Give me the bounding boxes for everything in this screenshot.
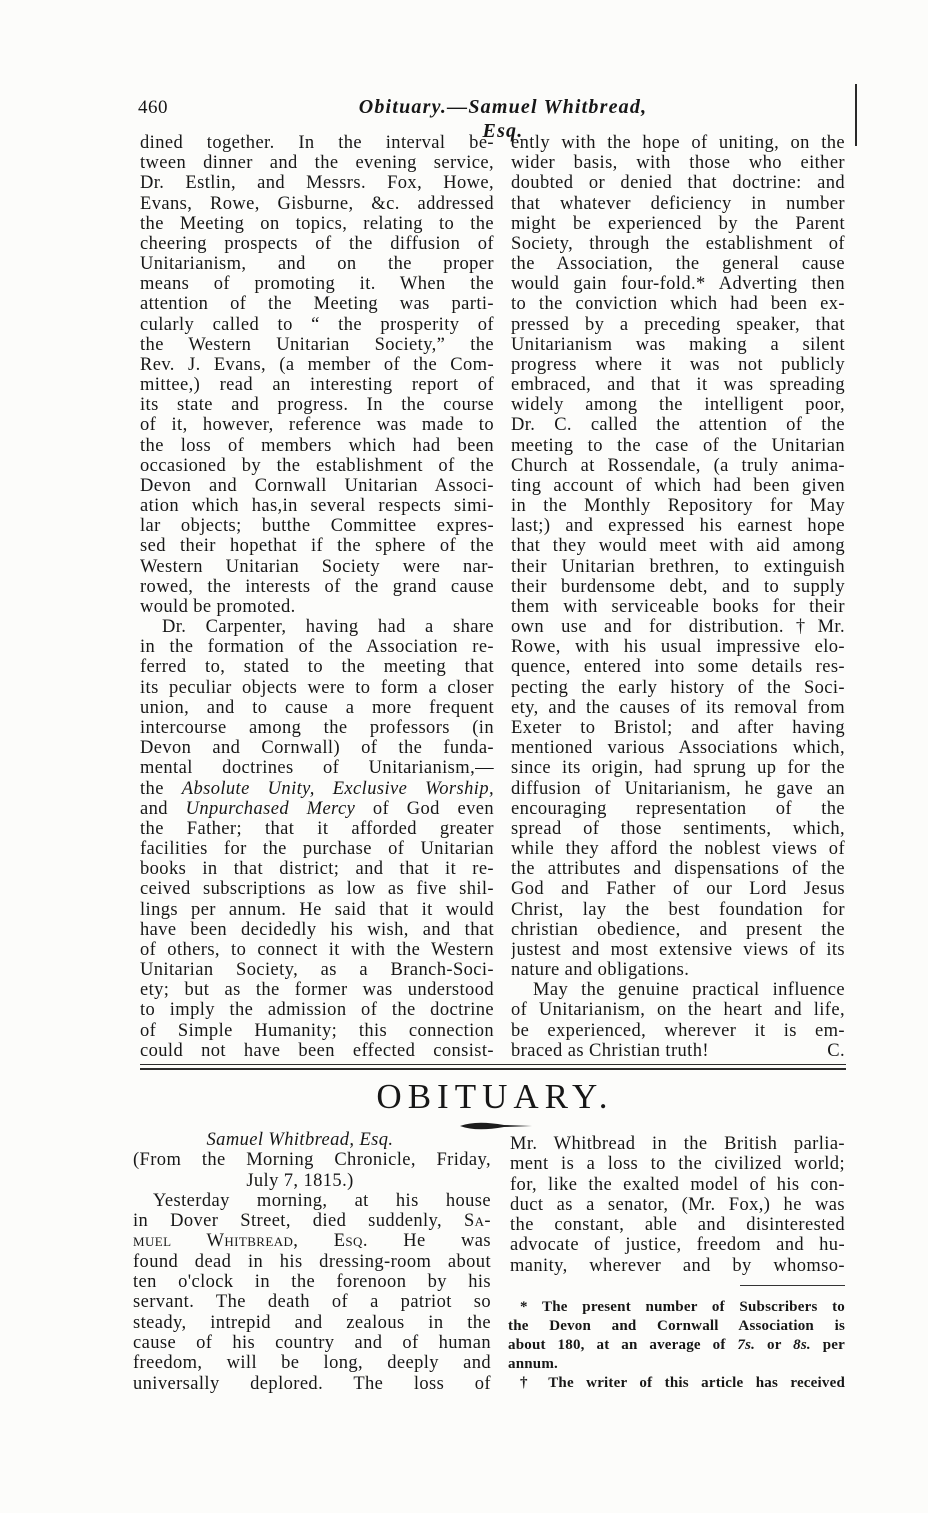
text-line: sed their hopethat if the sphere of the (140, 536, 494, 557)
text-line: Unitarianism was making a silent (511, 334, 845, 355)
text-line: the Meeting on topics, relating to the (140, 213, 494, 234)
text-line: quence, entered into some details res- (511, 657, 845, 678)
text-line: meeting to the case of the Unitarian (511, 435, 845, 456)
text-line: in the Monthly Repository for May (511, 496, 845, 517)
text-line (133, 1231, 491, 1251)
text-line: duct as a senator, (Mr. Fox,) he was (510, 1194, 845, 1215)
text-line: Church at Rossendale, (a truly anima- (511, 455, 845, 476)
text-line: Rev. J. Evans, (a member of the Com- (140, 354, 494, 375)
text-line: their burdensome debt, and to supply (511, 576, 845, 597)
text-line: for, like the exalted model of his con- (510, 1174, 845, 1195)
text-line: ation which has,in several respects simi- (140, 496, 494, 517)
text-line: that they would meet with aid among (511, 536, 845, 557)
text-line: union, and to cause a more frequent (140, 697, 494, 718)
signature-initial: C. (827, 1040, 845, 1061)
footnote-rule (740, 1285, 845, 1286)
text-line: might be experienced by the Parent (511, 213, 845, 234)
text-segment: Absolute Unity, Exclusive Worship, (181, 778, 494, 799)
text-line: them with serviceable books for their (511, 596, 845, 617)
text-line: christian obedience, and present the (511, 919, 845, 940)
text-line: justest and most extensive views of its (511, 939, 845, 960)
text-line (511, 1041, 845, 1061)
text-line: ting account of which had been given (511, 475, 845, 496)
text-line: own use and for distribution.†Mr. (511, 617, 845, 638)
text-line: freedom, will be long, deeply and (133, 1353, 491, 1374)
text-segment: Sa- (463, 1211, 491, 1232)
text-line: the attributes and dispensations of the (511, 859, 845, 880)
text-segment: or (755, 1337, 794, 1353)
text-line: ety; but as the former was understood (140, 980, 494, 1001)
footnotes (508, 1298, 845, 1393)
obituary-source-date: July 7, 1815.) (246, 1170, 354, 1191)
text-line: Unitarian Society, as a Branch-Soci- (140, 960, 494, 981)
text-line: would gain four-fold.* Adverting then (511, 274, 845, 295)
text-line: wider basis, with those who either (511, 153, 845, 174)
text-line: widely among the intelligent poor, (511, 395, 845, 416)
page-number: 460 (138, 97, 168, 118)
text-line: their Unitarian brethren, to extinguish (511, 556, 845, 577)
text-line: God and Father of our Lord Jesus (511, 879, 845, 900)
text-line: encouraging representation of the (511, 798, 845, 819)
text-line: progress where it was not publicly (511, 354, 845, 375)
upper-left-column (140, 133, 494, 1061)
text-line: means of promoting it. When the (140, 274, 494, 295)
text-line: that whatever deficiency in number (511, 193, 845, 214)
text-line: of others, to connect it with the Western (140, 939, 494, 960)
upper-right-column (511, 133, 845, 1061)
text-line: * The present number of Subscribers to (520, 1299, 845, 1315)
text-segment: per (810, 1337, 845, 1353)
text-line: servant. The death of a patriot so (133, 1292, 491, 1313)
text-line: the Devon and Cornwall Association is (508, 1318, 845, 1334)
text-line: found dead in his dressing-room about (133, 1251, 491, 1272)
text-line: be experienced, wherever it is em- (511, 1020, 845, 1041)
text-line: ten o'clock in the forenoon by his (133, 1272, 491, 1293)
text-line: since its origin, had sprung up for the (511, 758, 845, 779)
text-line: the Father; that it afforded greater (140, 818, 494, 839)
text-line: Dr. Carpenter, having had a share (162, 617, 494, 638)
text-line: Christ, lay the best foundation for (511, 899, 845, 920)
text-line: could not have been effected consist- (140, 1040, 494, 1061)
text-line: have been decidedly his wish, and that (140, 919, 494, 940)
obituary-source-line: (From the Morning Chronicle, Friday, (133, 1150, 491, 1171)
text-line (133, 1211, 491, 1231)
text-line: annum. (508, 1356, 558, 1372)
text-line: universally deplored. The loss of (133, 1373, 491, 1394)
obituary-subject: Samuel Whitbread, Esq. (206, 1130, 394, 1150)
running-title: Obituary.—Samuel Whitbread, Esq. (358, 96, 648, 142)
text-line: Rowe, with his usual impressive elo- (511, 637, 845, 658)
obituary-left-column (133, 1130, 491, 1394)
text-line (140, 779, 494, 799)
text-line: the Association, the general cause (511, 254, 845, 275)
obituary-heading: OBITUARY. (376, 1077, 614, 1116)
text-line: books in that district; and that it re- (140, 859, 494, 880)
text-segment: braced as Christian truth! (511, 1040, 709, 1061)
text-line: ferred to, stated to the meeting that (140, 657, 494, 678)
text-segment: and (140, 798, 186, 819)
text-line: facilities for the purchase of Unitarian (140, 839, 494, 860)
text-line: Unitarianism, and on the proper (140, 254, 494, 275)
text-line: in the formation of the Association re- (140, 637, 494, 658)
text-line: † The writer of this article has received (520, 1375, 845, 1391)
text-line: last;) and expressed his earnest hope (511, 516, 845, 537)
text-segment: 7s. (737, 1337, 756, 1353)
text-line: doubted or denied that doctrine: and (511, 173, 845, 194)
text-line: pecting the early history of the Soci- (511, 677, 845, 698)
text-line: cheering prospects of the diffusion of (140, 233, 494, 254)
text-line: Dr. C. called the attention of the (511, 415, 845, 436)
text-segment: about 180, at an average of (508, 1337, 738, 1353)
text-line: ment is a loss to the civilized world; (510, 1154, 845, 1175)
text-line: Society, through the establishment of (511, 233, 845, 254)
text-line: its state and progress. In the course (140, 395, 494, 416)
text-line: mittee,) read an interesting report of (140, 375, 494, 396)
text-line: ently with the hope of uniting, on the (511, 133, 845, 153)
text-line: occasioned by the establishment of the (140, 455, 494, 476)
text-line: the Western Unitarian Society,” the (140, 334, 494, 355)
text-line: the loss of members which had been (140, 435, 494, 456)
text-line: ceived subscriptions as low as five shil- (140, 879, 494, 900)
text-line: Devon and Cornwall) of the funda- (140, 738, 494, 759)
text-line: Western Unitarian Society were nar- (140, 556, 494, 577)
text-line: dined together. In the interval be- (140, 133, 494, 153)
text-line: embraced, and that it was spreading (511, 375, 845, 396)
text-line (140, 799, 494, 819)
text-line: Evans, Rowe, Gisburne, &c. addressed (140, 193, 494, 214)
text-line: of Simple Humanity; this connection (140, 1020, 494, 1041)
text-line: tween dinner and the evening service, (140, 153, 494, 174)
text-line: pressed by a preceding speaker, that (511, 314, 845, 335)
text-line: lings per annum. He said that it would (140, 899, 494, 920)
text-line (508, 1336, 845, 1355)
text-line: Mr. Whitbread in the British parlia- (510, 1134, 845, 1154)
text-line: lar objects; butthe Committee expres- (140, 516, 494, 537)
obituary-right-column (510, 1134, 845, 1276)
text-segment: in Dover Street, died suddenly, (133, 1211, 464, 1232)
text-line: manity, wherever and by whomso- (510, 1255, 845, 1276)
text-segment: Unpurchased Mercy (185, 798, 356, 819)
text-line: Dr. Estlin, and Messrs. Fox, Howe, (140, 173, 494, 194)
text-line: to imply the admission of the doctrine (140, 1000, 494, 1021)
text-line: spread of those sentiments, which, (511, 818, 845, 839)
section-rule-thin (140, 1064, 846, 1065)
page-edge-line (855, 84, 857, 146)
text-line: diffusion of Unitarianism, he gave an (511, 778, 845, 799)
text-line: of Unitarianism, on the heart and life, (511, 1000, 845, 1021)
text-line: attention of the Meeting was parti- (140, 294, 494, 315)
text-line: the constant, able and disinterested (510, 1215, 845, 1236)
text-segment: muel Whitbread, Esq. (133, 1231, 368, 1252)
text-line: Devon and Cornwall Unitarian Associ- (140, 475, 494, 496)
text-line: cause of his country and of human (133, 1332, 491, 1353)
text-line: May the genuine practical influence (533, 980, 845, 1001)
text-line: cularly called to “ the prosperity of (140, 314, 494, 335)
obituary-left-body (133, 1191, 491, 1394)
text-segment: 8s. (793, 1337, 811, 1353)
section-rule-thick (140, 1068, 846, 1070)
text-line: nature and obligations. (511, 960, 690, 981)
text-line: of it, however, reference was made to (140, 415, 494, 436)
text-line: Exeter to Bristol; and after having (511, 717, 845, 738)
text-line: while they afford the noblest views of (511, 839, 845, 860)
text-line: would be promoted. (140, 596, 296, 617)
text-line: ety, and the causes of its removal from (511, 697, 845, 718)
text-segment: He was (367, 1231, 491, 1252)
text-line: its peculiar objects were to form a closer (140, 677, 494, 698)
text-segment: the (140, 778, 182, 799)
text-line: rowed, the interests of the grand cause (140, 576, 494, 597)
text-line: Yesterday morning, at his house (153, 1190, 491, 1211)
text-line: mental doctrines of Unitarianism,— (140, 758, 494, 779)
text-line: advocate of justice, freedom and hu- (510, 1235, 845, 1256)
text-segment: of God even (355, 798, 494, 819)
text-line: to the conviction which had been ex- (511, 294, 845, 315)
text-line: intercourse among the professors (in (140, 717, 494, 738)
text-line: mentioned various Associations which, (511, 738, 845, 759)
text-line: steady, intrepid and zealous in the (133, 1312, 491, 1333)
